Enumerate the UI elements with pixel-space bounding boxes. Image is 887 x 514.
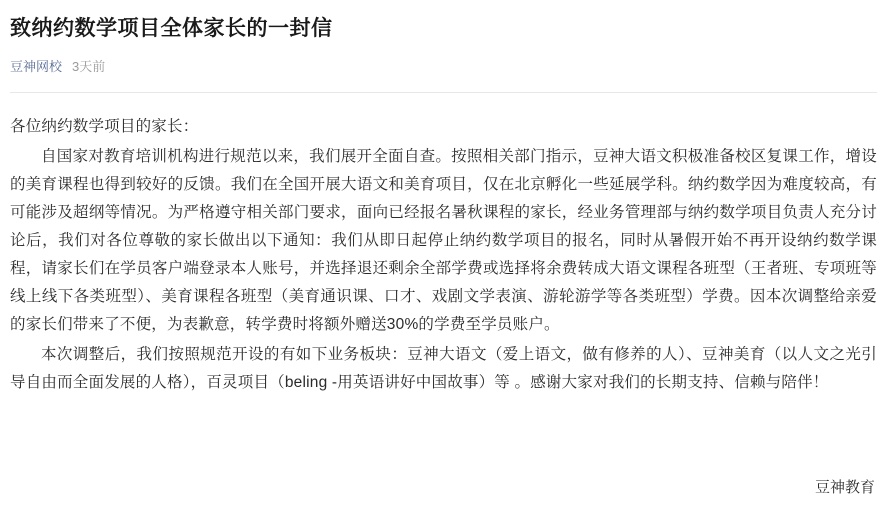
article-source-link[interactable]: 豆神网校 <box>10 59 63 74</box>
article-signature: 豆神教育 <box>814 479 875 496</box>
header-divider <box>10 92 877 93</box>
article-paragraph: 自国家对教育培训机构进行规范以来，我们展开全面自查。按照相关部门指示，豆神大语文积极准备校区复课工作，增设的美育课程也得到较好的反馈。我们在全国开展大语文和美育项目，仅在北京孵化一些延展学科。纳约数学因为难度较高，有可能涉及超纲等情况。为严格遵守相关部门要求，面向已经报名暑秋课程的家长，经业务管理部与纳约数学项目负责人充分讨论后，我们对各位尊敬的家长做出以下通知：我们从即日起停止纳约数学项目的报名，同时从暑假开始不再开设纳约数学课程，请家长们在学员客户端登录本人账号，并选择退还剩余全部学费或选择将余费转成大语文课程各班型（王者班、专项班等线上线下各类班型）、美育课程各班型（美育通识课、口才、戏剧文学表演、游轮游学等各类班型）学费。因本次调整给亲爱的家长们带来了不便，为表歉意，转学费时将额外赠送30%的学费至学员账户。 <box>10 148 877 333</box>
article-timestamp: 3天前 <box>72 59 106 74</box>
article-body <box>10 113 877 397</box>
article-paragraph: 本次调整后，我们按照规范开设的有如下业务板块：豆神大语文（爱上语文，做有修养的人）、豆神美育（以人文之光引导自由而全面发展的人格），百灵项目（beling -用英语讲好中国故事）等 。感谢大家对我们的长期支持、信赖与陪伴！ <box>10 346 877 391</box>
article-paragraph: 各位纳约数学项目的家长： <box>10 118 199 135</box>
article-meta <box>10 58 877 76</box>
page-title: 致纳约数学项目全体家长的一封信 <box>10 17 333 40</box>
